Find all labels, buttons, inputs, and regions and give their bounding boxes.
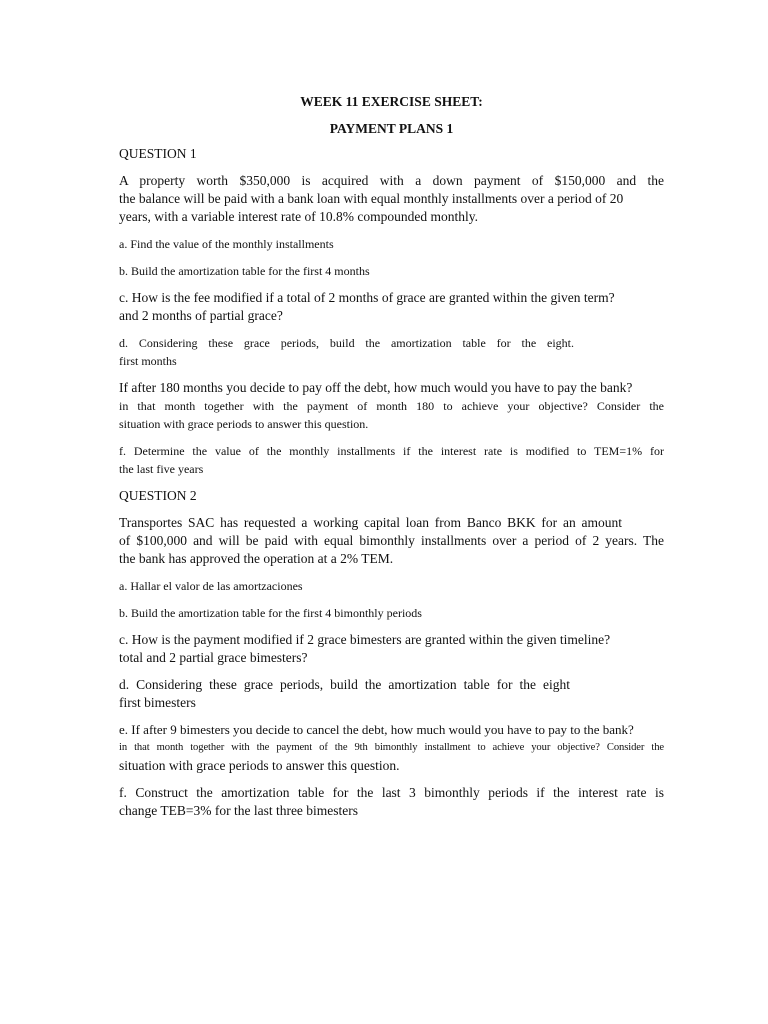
question-1-item-e-line-2: in that month together with the payment of month 180 to achieve your objective? Consider the [119,399,664,413]
question-1-item-e [119,379,664,433]
question-1-item-b: b. Build the amortization table for the first 4 months [119,264,370,278]
question-2-item-e-line-3: situation with grace periods to answer this question. [119,758,400,773]
question-1-item-e-line-1: If after 180 months you decide to pay off the debt, how much would you have to pay the bank? [119,380,633,395]
question-2-item-b: b. Build the amortization table for the first 4 bimonthly periods [119,606,422,620]
question-2-item-c-line-1: c. How is the payment modified if 2 grace bimesters are granted within the given timeline? [119,632,611,647]
question-1-item-d-line-2: first months [119,354,177,368]
question-1-item-f-line-1: f. Determine the value of the monthly installments if the interest rate is modified to TEM=1% for [119,444,664,458]
question-1-title: QUESTION 1 [119,146,197,161]
question-2-item-e-line-1: e. If after 9 bimesters you decide to cancel the debt, how much would you have to pay to the bank? [119,722,634,737]
question-2-intro [119,514,664,568]
question-2-title: QUESTION 2 [119,488,197,503]
question-2-item-a: a. Hallar el valor de las amortzaciones [119,579,303,593]
question-1-intro [119,172,664,226]
question-2-item-f [119,784,664,820]
document-title: WEEK 11 EXERCISE SHEET: [300,94,483,109]
question-1-item-c-line-2: and 2 months of partial grace? [119,308,283,323]
question-1-item-c [119,289,664,325]
question-1-item-f [119,442,664,478]
question-1-intro-line-2: the balance will be paid with a bank loan with equal monthly installments over a period of 20 [119,191,624,206]
question-1-item-f-line-2: the last five years [119,462,204,476]
question-1-intro-line-3: years, with a variable interest rate of 10.8% compounded monthly. [119,209,479,224]
question-2-intro-line-1: Transportes SAC has requested a working capital loan from Banco BKK for an amount [119,515,622,530]
question-1-item-d [119,334,664,370]
question-2-item-e [119,721,664,775]
document-body [119,92,664,829]
question-1-item-c-line-1: c. How is the fee modified if a total of 2 months of grace are granted within the given term? [119,290,615,305]
question-1-item-a: a. Find the value of the monthly installments [119,237,334,251]
question-2-item-c-line-2: total and 2 partial grace bimesters? [119,650,308,665]
question-2-item-c [119,631,664,667]
question-2-item-d-line-2: first bimesters [119,695,196,710]
question-2-intro-line-2: of $100,000 and will be paid with equal bimonthly installments over a period of 2 years. The [119,533,664,548]
question-2-item-e-line-2: in that month together with the payment of the 9th bimonthly installment to achieve your objective? Consider the [119,742,664,753]
question-2-item-d-line-1: d. Considering these grace periods, build the amortization table for the eight [119,677,570,692]
question-1-item-e-line-3: situation with grace periods to answer this question. [119,417,369,431]
question-2-item-f-line-2: change TEB=3% for the last three bimesters [119,803,359,818]
question-1-item-d-line-1: d. Considering these grace periods, build the amortization table for the eight. [119,336,574,350]
question-2-item-d [119,676,664,712]
question-2-item-f-line-1: f. Construct the amortization table for the last 3 bimonthly periods if the interest rate is [119,785,664,800]
document-subtitle: PAYMENT PLANS 1 [329,121,454,136]
question-2-intro-line-3: the bank has approved the operation at a 2% TEM. [119,551,394,566]
question-1-intro-line-1: A property worth $350,000 is acquired with a down payment of $150,000 and the [119,173,664,188]
